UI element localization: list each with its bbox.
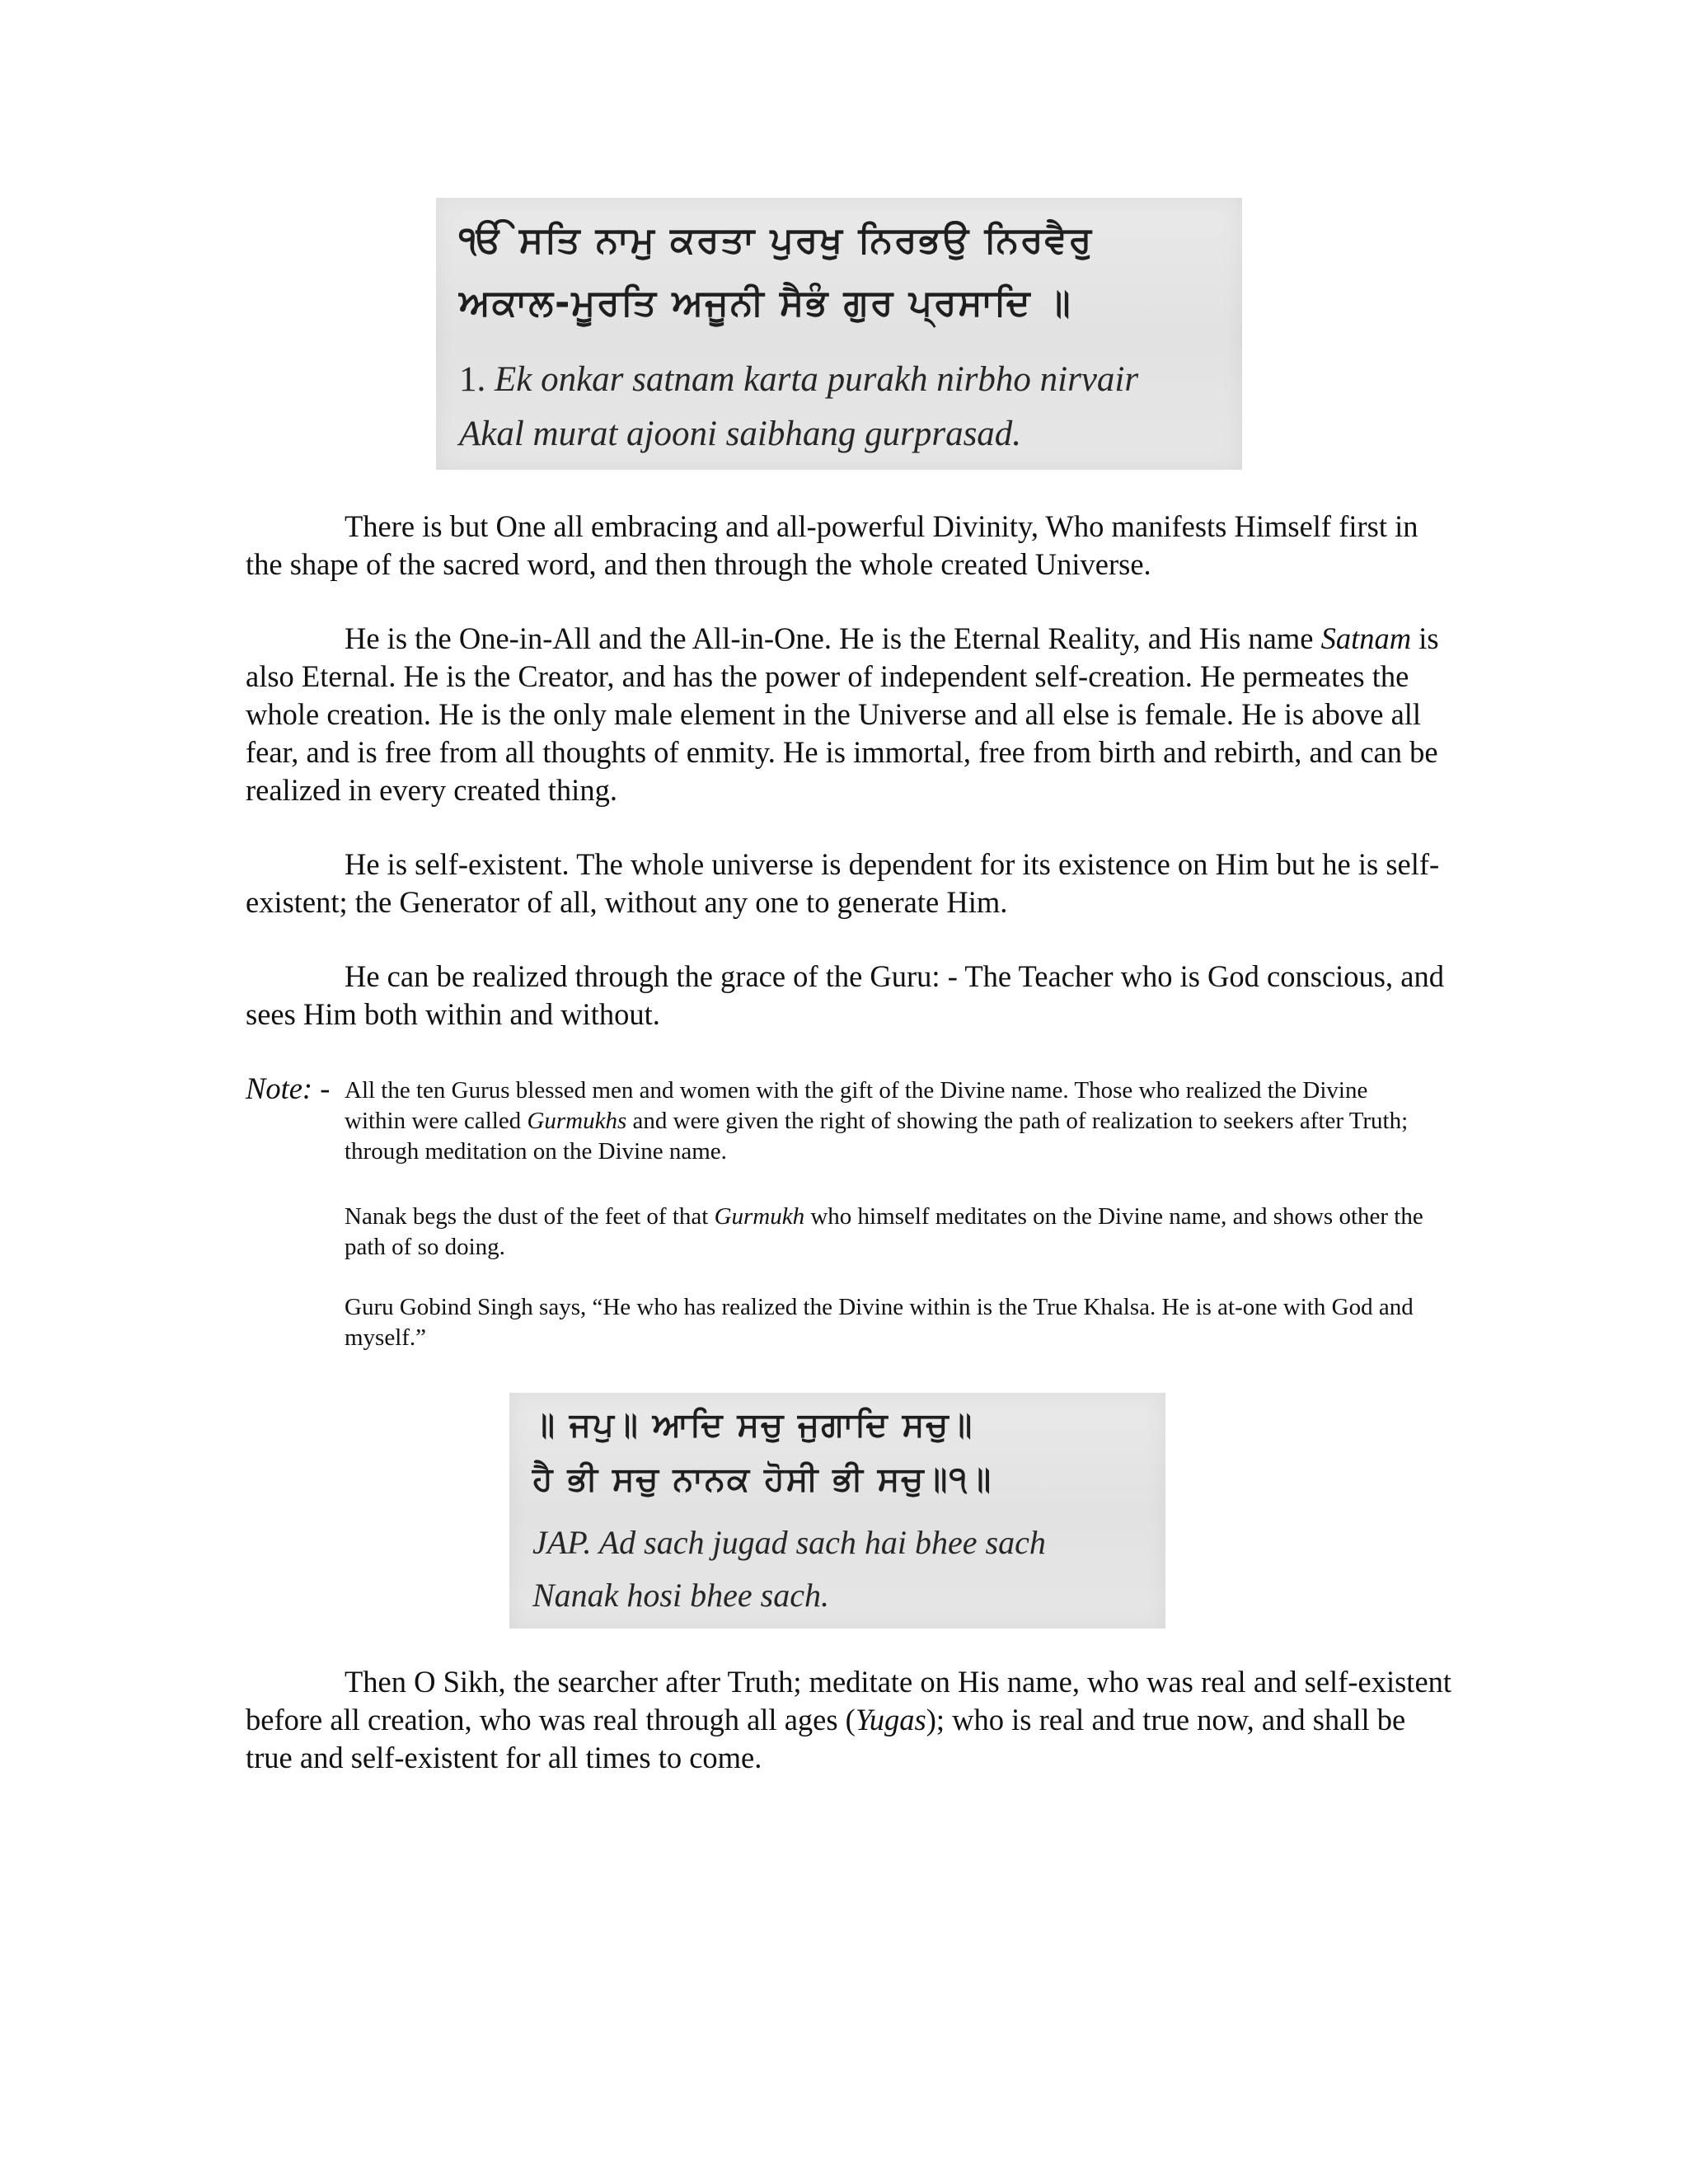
- transliteration-line-2: Nanak hosi bhee sach.: [532, 1577, 829, 1614]
- verse-image-jap: [509, 1393, 1165, 1629]
- note-dash: -: [312, 1071, 331, 1105]
- note2-emphasis: Gurmukh: [714, 1203, 805, 1230]
- note1-text-b: and were given the right of showing the path of realization to seekers after Truth; through meditation on the Divine name.: [345, 1108, 1409, 1165]
- paragraph-meditate-on-name: [246, 1663, 1457, 1777]
- note-label-text: Note:: [246, 1071, 313, 1105]
- note2-text-a: Nanak begs the dust of the feet of that: [345, 1203, 715, 1230]
- transliteration-line-2: Akal murat ajooni saibhang gurprasad.: [459, 415, 1022, 453]
- para5-emphasis: Yugas: [855, 1703, 926, 1736]
- note-paragraph-gobind-singh: Guru Gobind Singh says, “He who has realized the Divine within is the True Khalsa. He is at-one with God and myself.”: [345, 1294, 1414, 1351]
- transliteration-text-1: Ek onkar satnam karta purakh nirbho nirvair: [495, 360, 1139, 399]
- gurmukhi-line-2: ਅਕਾਲ-ਮੂਰਤਿ ਅਜੂਨੀ ਸੈਭੰ ਗੁਰ ਪ੍ਰਸਾਦਿ ॥: [459, 282, 1072, 324]
- paragraph-eternal-reality: [246, 620, 1457, 809]
- note2-text-b: who himself meditates on the Divine name, and shows other the path of so doing.: [345, 1203, 1423, 1260]
- transliteration-line-1: [459, 359, 1138, 400]
- gurmukhi-line-2: ਹੈ ਭੀ ਸਚੁ ਨਾਨਕ ਹੋਸੀ ਭੀ ਸਚੁ॥੧॥: [532, 1460, 993, 1498]
- verse-number: 1.: [459, 360, 486, 399]
- para5-text-b: ); who is real and true now, and shall be true and self-existent for all times to come.: [246, 1703, 1406, 1774]
- gurmukhi-line-1: ੴ ਸਤਿ ਨਾਮੁ ਕਰਤਾ ਪੁਰਖੁ ਨਿਰਭਉ ਨਿਰਵੈਰੁ: [459, 219, 1094, 261]
- note1-emphasis: Gurmukhs: [527, 1108, 627, 1134]
- note-label: [246, 1070, 330, 1108]
- para2-text-b: is also Eternal. He is the Creator, and has the power of independent self-creation. He permeates the whole creation. He is the only male element in the Universe and all else is female. He is above all fear, and is free from all thoughts of enmity. He is immortal, free from birth and rebirth, and can be realized in every created thing.: [246, 621, 1439, 807]
- note1-text-a: All the ten Gurus blessed men and women with the gift of the Divine name. Those who realized the Divine within were called: [345, 1077, 1368, 1134]
- para2-text-a: He is the One-in-All and the All-in-One. He is the Eternal Reality, and His name: [345, 621, 1321, 655]
- paragraph-self-existent: He is self-existent. The whole universe is dependent for its existence on Him but he is self-existent; the Generator of all, without any one to generate Him.: [246, 847, 1440, 919]
- transliteration-line-1: JAP. Ad sach jugad sach hai bhee sach: [532, 1524, 1046, 1561]
- gurmukhi-line-1: ॥ ਜਪੁ॥ ਆਦਿ ਸਚੁ ਜੁਗਾਦਿ ਸਚੁ॥: [532, 1406, 974, 1444]
- paragraph-one-divinity: There is but One all embracing and all-powerful Divinity, Who manifests Himself first in the shape of the sacred word, and then through the whole created Universe.: [246, 509, 1418, 581]
- paragraph-grace-of-guru: He can be realized through the grace of the Guru: - The Teacher who is God conscious, and sees Him both within and without.: [246, 959, 1444, 1031]
- para2-emphasis: Satnam: [1320, 621, 1412, 655]
- para5-text-a: Then O Sikh, the searcher after Truth; meditate on His name, who was real and self-existent before all creation, who was real through all ages (: [246, 1665, 1452, 1736]
- verse-image-mool-mantar: [436, 198, 1242, 470]
- note-paragraph-gurmukhs: [345, 1076, 1432, 1167]
- note-paragraph-nanak: [345, 1202, 1432, 1263]
